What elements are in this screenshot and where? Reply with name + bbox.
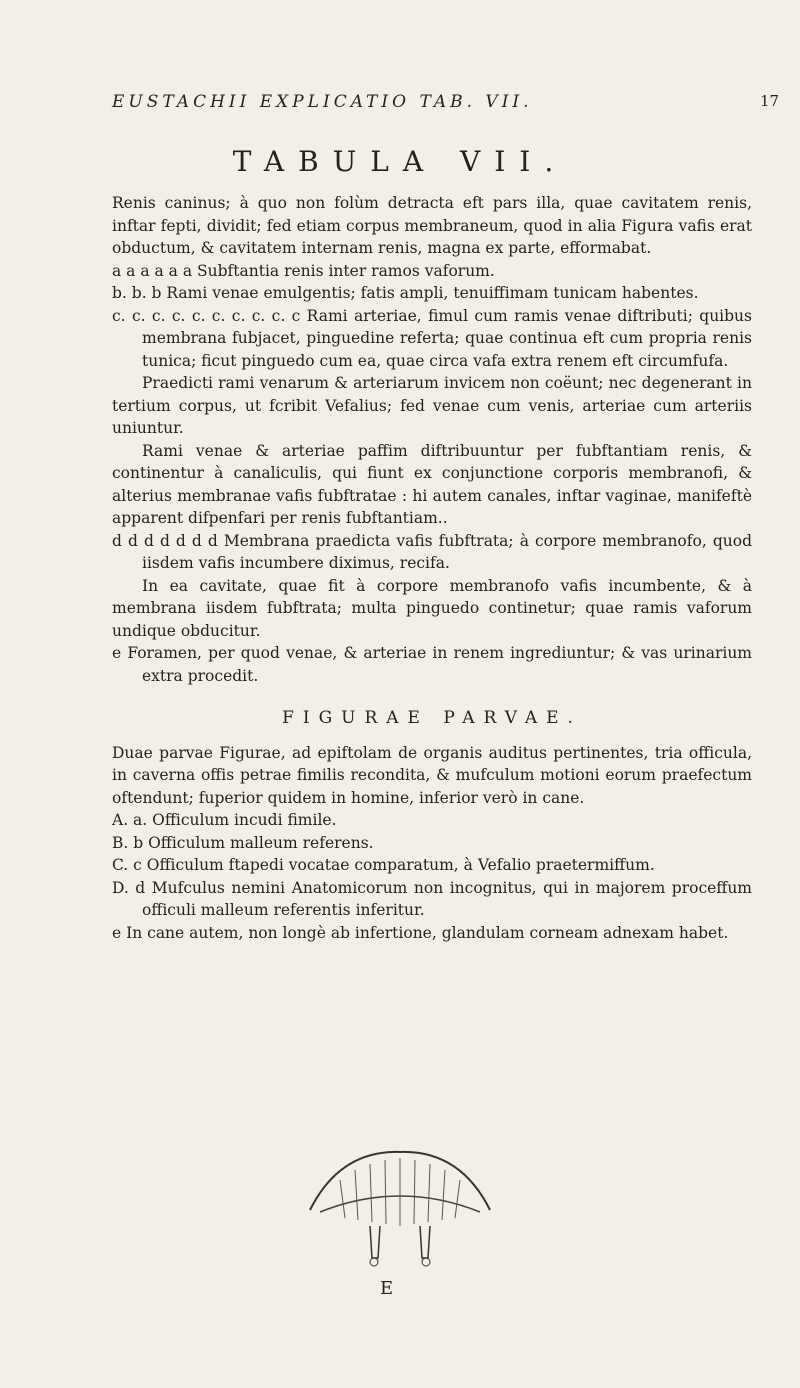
paragraph: D. d Mufculus nemini Anatomicorum non incognitus, qui in majorem proceffum officuli malleum referentis inferitur.: [112, 878, 752, 919]
paragraph: Rami venae & arteriae paffim diftribuuntur per fubftantiam renis, & continentur à canaliculis, qui fiunt ex conjunctione corporis membranofi, & alterius membranae vafis fubftratae : hi autem canales, inftar vaginae, manifeftè apparent difpenfari per renis fubftantiam..: [112, 441, 752, 527]
page-number: 17: [760, 92, 780, 110]
paragraph: e Foramen, per quod venae, & arteriae in renem ingrediuntur; & vas urinarium extra procedit.: [112, 644, 752, 685]
running-title: EUSTACHII EXPLICATIO TAB. VII.: [112, 92, 533, 112]
paragraph: Renis caninus; à quo non folùm detracta eft pars illa, quae cavitatem renis, inftar fepti, dividit; fed etiam corpus membraneum, quod in alia Figura vafis erat obductum, & cavitatem internam renis, magna ex parte, efformabat.: [112, 194, 752, 257]
body-text: [112, 192, 752, 944]
section-title: FIGURAE PARVAE.: [282, 708, 582, 728]
paragraph: A. a. Officulum incudi fimile.: [112, 811, 337, 829]
paragraph: C. c Officulum ftapedi vocatae comparatum, à Vefalio praetermiffum.: [112, 856, 655, 874]
paragraph: a a a a a a Subftantia renis inter ramos vaforum.: [112, 261, 495, 280]
paragraph: In ea cavitate, quae fit à corpore membranofo vafis incumbente, & à membrana iisdem fubftrata; multa pinguedo continetur; quae ramis vaforum undique obducitur.: [112, 576, 752, 640]
paragraph: e In cane autem, non longè ab infertione, glandulam corneam adnexam habet.: [112, 923, 729, 942]
paragraph: Praedicti rami venarum & arteriarum invicem non coëunt; nec degenerant in tertium corpus, ut fcribit Vefalius; fed venae cum venis, arteriae cum arteriis uniuntur.: [112, 374, 752, 437]
paragraph: Duae parvae Figurae, ad epiftolam de organis auditus pertinentes, tria officula, in caverna offis petrae fimilis recondita, & mufculum motioni eorum praefectum oftendunt; fuperior quidem in homine, inferior verò in cane.: [112, 743, 752, 807]
figure-label: E: [380, 1278, 394, 1299]
plate-title: TABULA VII.: [232, 145, 568, 178]
paragraph: c. c. c. c. c. c. c. c. c. c Rami arteriae, fimul cum ramis venae diftributi; quibus membrana fubjacet, pinguedine referta; quae continua eft cum propria renis tunica; ficut pinguedo cum ea, quae circa vafa extra renem eft circumfufa.: [112, 306, 752, 370]
paragraph: d d d d d d d Membrana praedicta vafis fubftrata; à corpore membranofo, quod iisdem vafis incumbere diximus, recifa.: [112, 531, 752, 572]
paragraph: b. b. b Rami venae emulgentis; fatis ampli, tenuiffimam tunicam habentes.: [112, 284, 699, 302]
anatomical-figure: [300, 1140, 500, 1270]
paragraph: B. b Officulum malleum referens.: [112, 833, 374, 852]
